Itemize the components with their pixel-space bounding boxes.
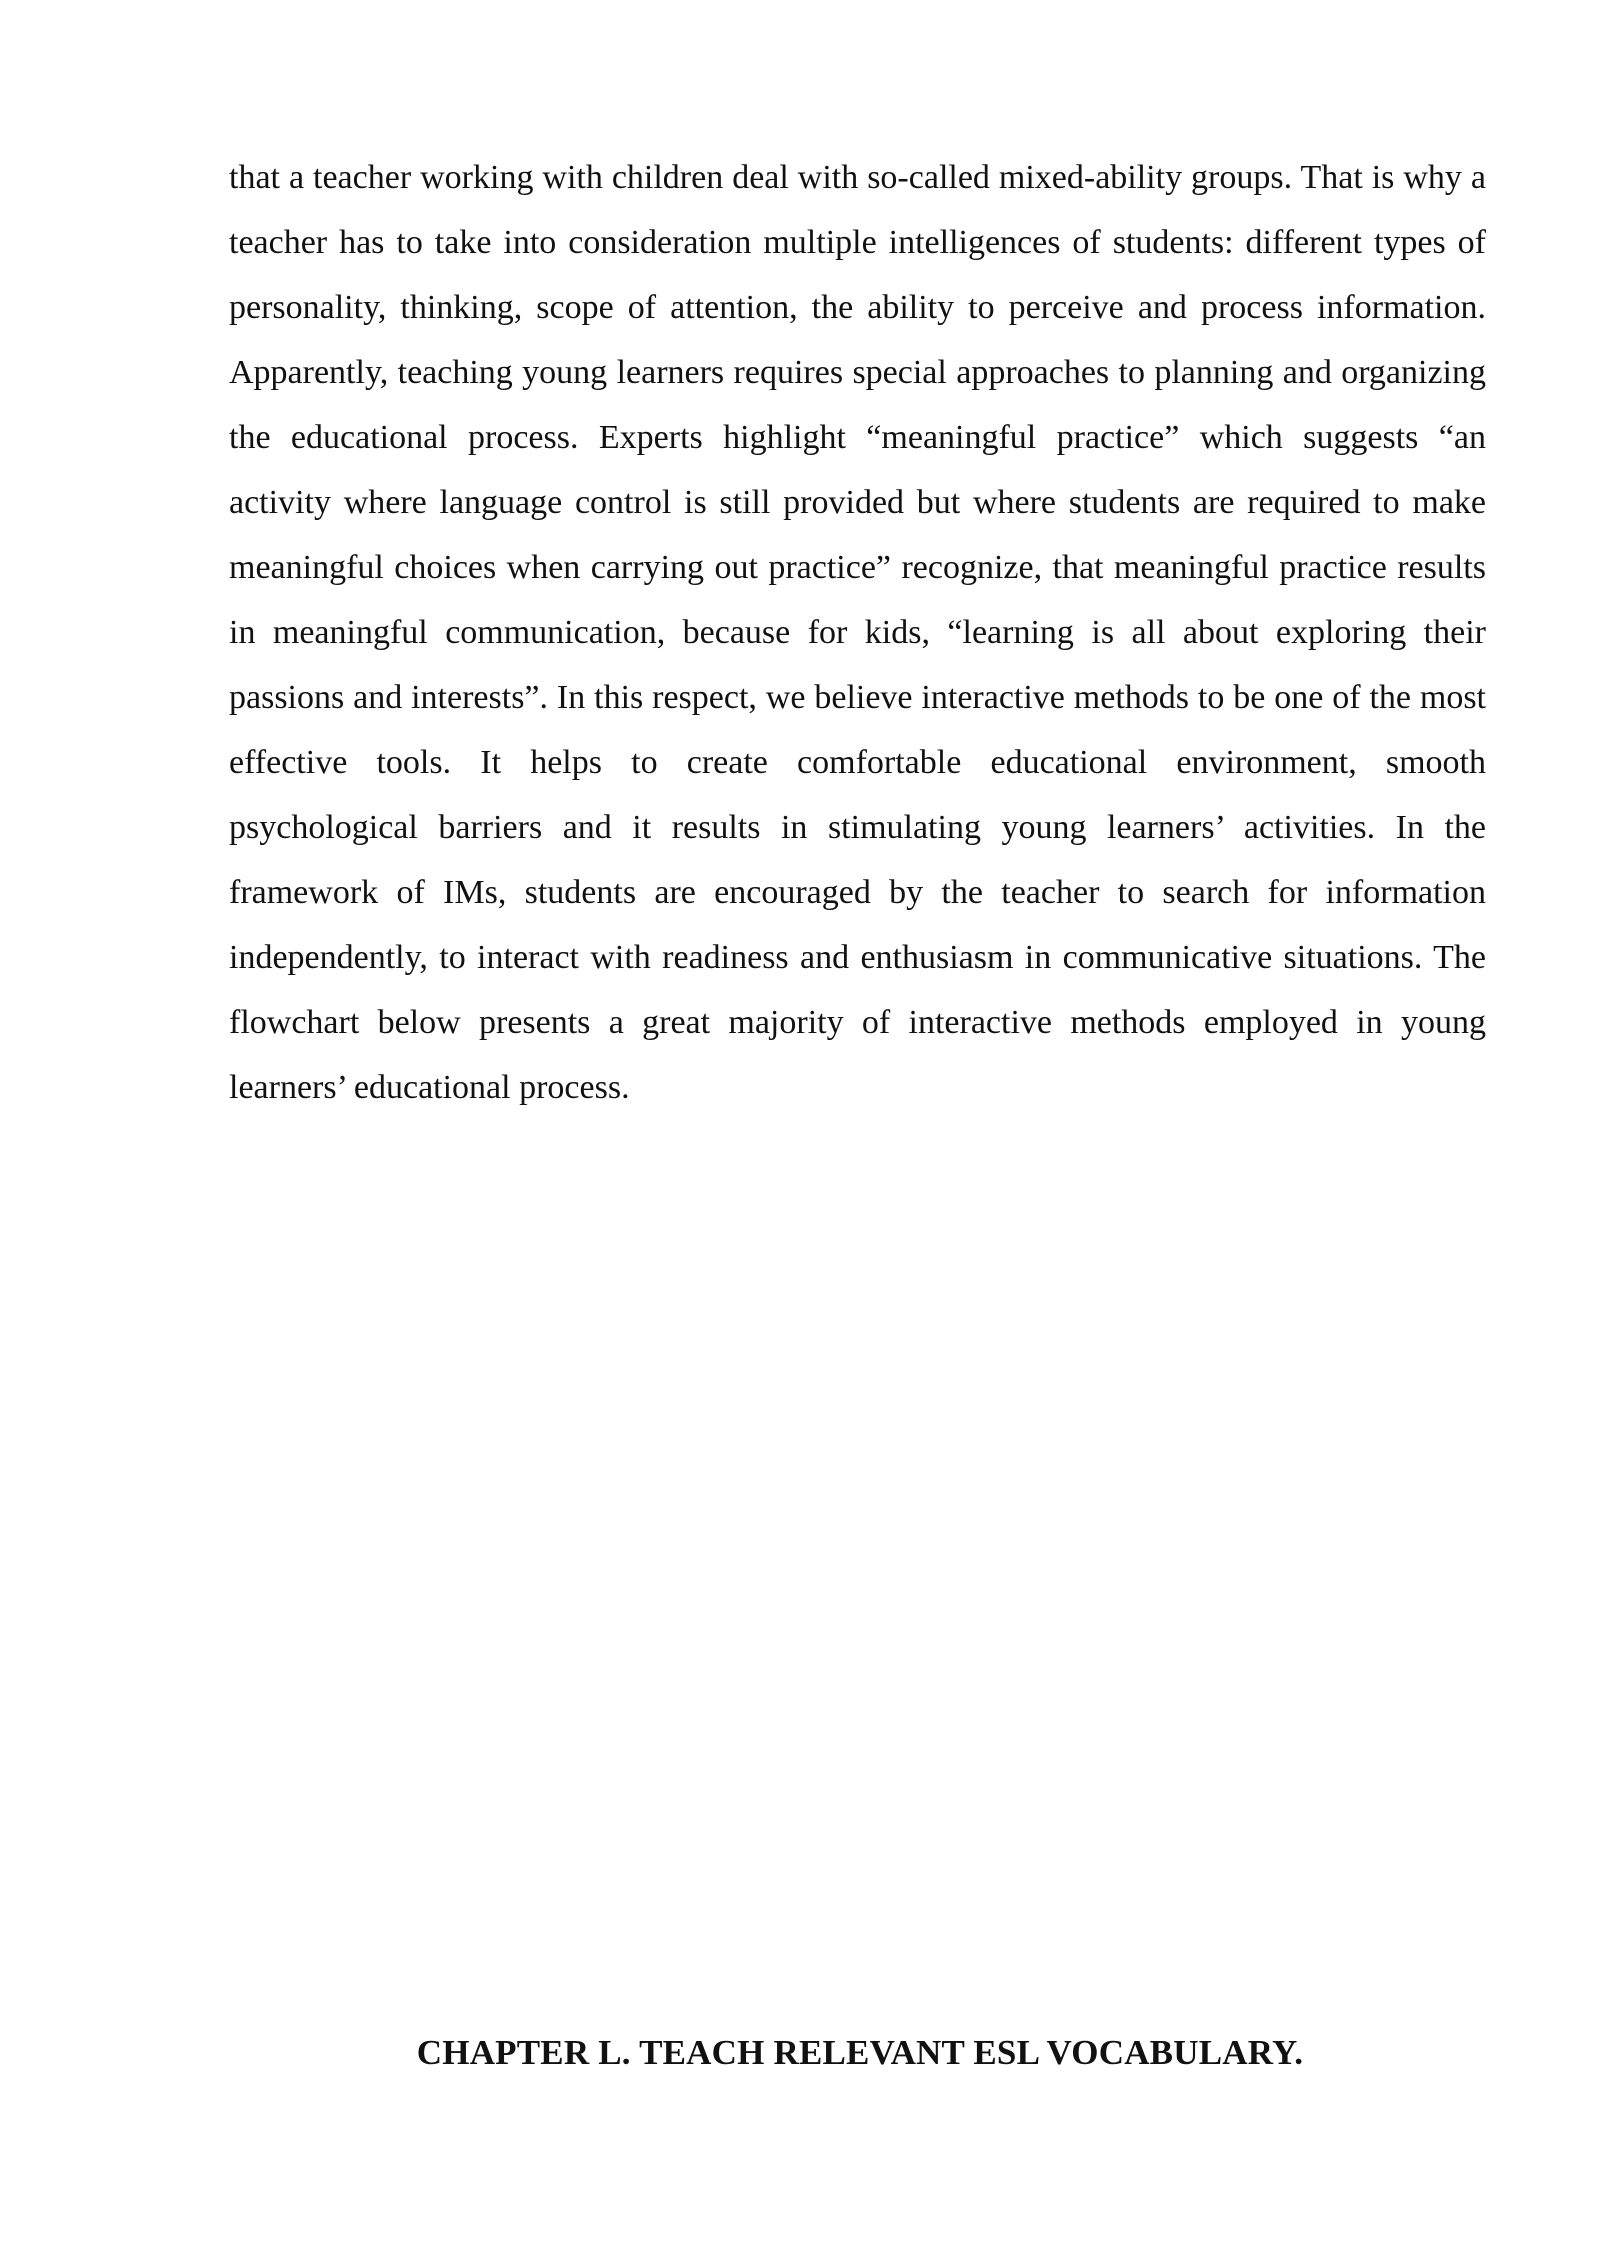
body-paragraph: that a teacher working with children deal with so-called mixed-ability groups. That is why a teacher has to take into consideration multiple intelligences of students: different types of personality, thinking, scope of attention, the ability to perceive and process information. Apparently, teaching young learners requires special approaches to planning and organizing the educational process. Experts highlight “meaningful practice” which suggests “an activity where language control is still provided but where students are required to make meaningful choices when carrying out practice” recognize, that meaningful practice results in meaningful communication, because for kids, “learning is all about exploring their passions and interests”. In this respect, we believe interactive methods to be one of the most effective tools. It helps to create comfortable educational environment, smooth psychological barriers and it results in stimulating young learners’ activities. In the framework of IMs, students are encouraged by the teacher to search for information independently, to interact with readiness and enthusiasm in communicative situations. The flowchart below presents a great majority of interactive methods employed in young learners’ educational process. [229, 159, 1486, 1106]
chapter-heading: CHAPTER L. TEACH RELEVANT ESL VOCABULARY. [416, 2033, 1304, 2072]
